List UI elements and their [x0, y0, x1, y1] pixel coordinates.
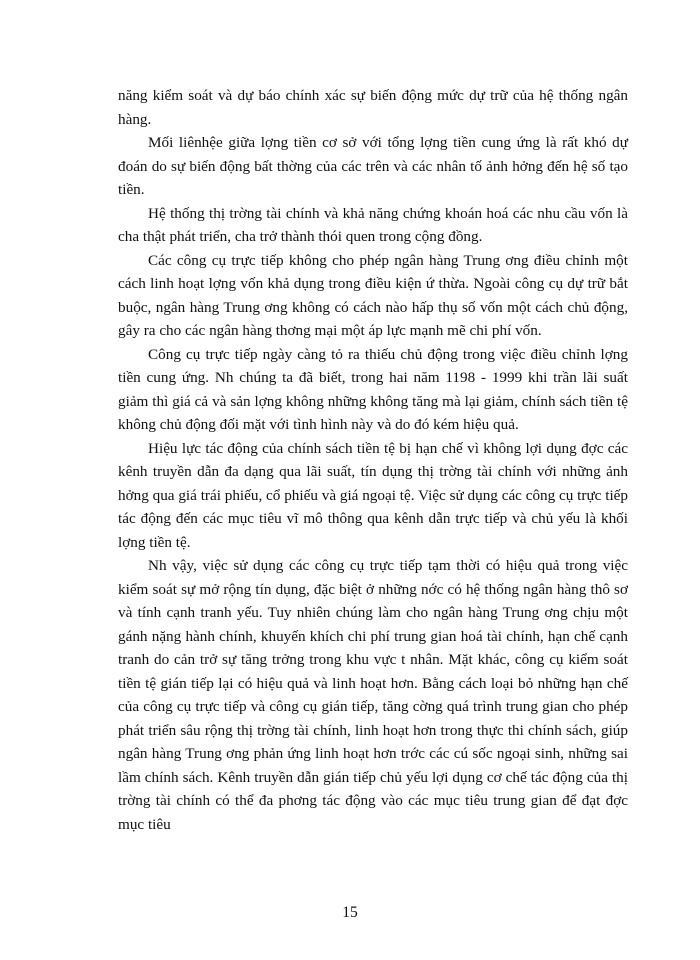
paragraph-continuation: năng kiểm soát và dự báo chính xác sự biến động mức dự trữ của hệ thống ngân hàng.	[118, 87, 628, 128]
paragraph-indirect-tools: Nh vậy, việc sử dụng các công cụ trực tiếp tạm thời có hiệu quả trong việc kiểm soát sự mở rộng tín dụng, đặc biệt ở những nớc có hệ thống ngân hàng thô sơ và tính cạnh tranh yếu. Tuy nhiên chúng làm cho ngân hàng Trung ơng chịu một gánh nặng hành chính, khuyến khích chi phí trung gian hoá tài chính, hạn chế cạnh tranh do cản trở sự tăng trởng trong khu vực t nhân. Mặt khác, công cụ kiểm soát tiền tệ gián tiếp lại có hiệu quả và linh hoạt hơn. Bằng cách loại bỏ những hạn chế của công cụ trực tiếp và công cụ gián tiếp, tăng cờng quá trình trung gian cho phép phát triển sâu rộng thị trờng tài chính, linh hoạt hơn trong thực thi chính sách, giúp ngân hàng Trung ơng phản ứng linh hoạt hơn trớc các cú sốc ngoại sinh, những sai lầm chính sách. Kênh truyền dẫn gián tiếp chủ yếu lợi dụng cơ chế tác động của thị trờng tài chính có thể đa phơng tác động vào các mục tiêu trung gian để đạt đợc mục tiêu	[118, 557, 628, 833]
paragraph-base-money-relation: Mối liênhệe giữa lợng tiền cơ sở với tổng lợng tiền cung ứng là rất khó dự đoán do sự biến động bất thờng của các trên và các nhân tố ảnh hởng đến hệ số tạo tiền.	[118, 134, 628, 198]
document-body	[118, 84, 628, 836]
paragraph-policy-effectiveness: Hiệu lực tác động của chính sách tiền tệ bị hạn chế vì không lợi dụng đợc các kênh truyền dẫn đa dạng qua lãi suất, tín dụng thị trờng tài chính với những ảnh hởng qua giá trái phiếu, cổ phiếu và giá ngoại tệ. Việc sử dụng các công cụ trực tiếp tác động đến các mục tiêu vĩ mô thông qua kênh dẫn trực tiếp và chủ yếu là khối lợng tiền tệ.	[118, 439, 628, 551]
page-number: 15	[342, 904, 358, 921]
paragraph-direct-tools-initiative: Công cụ trực tiếp ngày càng tỏ ra thiếu chủ động trong việc điều chỉnh lợng tiền cung ứng. Nh chúng ta đã biết, trong hai năm 1198 - 1999 khi trần lãi suất giảm thì giá cả và sản lợng không những không tăng mà lại giảm, chính sách tiền tệ không chủ động đối mặt với tình hình này và do đó kém hiệu quả.	[118, 345, 628, 433]
paragraph-direct-tools-flexibility: Các công cụ trực tiếp không cho phép ngân hàng Trung ơng điều chỉnh một cách linh hoạt lợng vốn khả dụng trong điều kiện ứ thừa. Ngoài công cụ dự trữ bắt buộc, ngân hàng Trung ơng không có cách nào hấp thụ số vốn một cách chủ động, gây ra cho các ngân hàng thơng mại một áp lực mạnh mẽ chi phí vốn.	[118, 251, 628, 339]
paragraph-financial-market: Hệ thống thị trờng tài chính và khả năng chứng khoán hoá các nhu cầu vốn là cha thật phát triển, cha trở thành thói quen trong cộng đồng.	[118, 204, 628, 245]
